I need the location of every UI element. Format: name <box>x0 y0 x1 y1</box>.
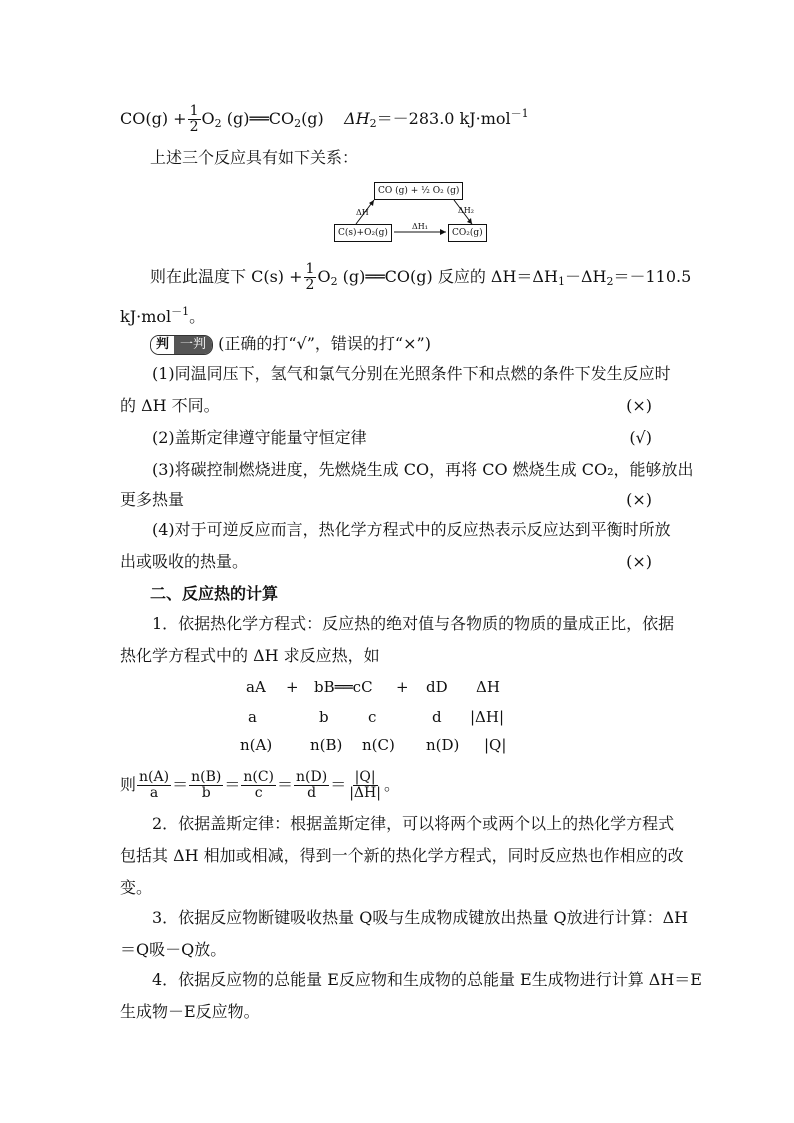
diagram-left-box: C(s)+O₂(g) <box>334 224 392 242</box>
diagram-label-dh: ΔH <box>356 208 369 217</box>
ratio-equation: 则 $\frac{n(A)}{a}$ ＝ $\frac{n(B)}{b}$ ＝ $\frac{n(C)}{c}$ ＝ $\frac{n(D)}{d}$ ＝ $\frac{|Q|}{|\Delta H|}$ 。 <box>120 769 400 801</box>
diagram-label-dh2: ΔH₂ <box>458 206 474 215</box>
para-1-line-1: 1．依据热化学方程式：反应热的绝对值与各物质的物质的量成正比，依据 <box>152 614 675 633</box>
judge-item-1-line-2: 的 ΔH 不同。 <box>120 396 220 415</box>
para-3-line-1: 3．依据反应物断键吸收热量 Q吸与生成物成键放出热量 Q放进行计算：ΔH <box>152 908 689 927</box>
para-4-line-1: 4．依据反应物的总能量 E反应物和生成物的总能量 E生成物进行计算 ΔH＝E <box>152 970 702 989</box>
fraction-half: $\frac{1}{2}$ <box>305 261 315 293</box>
energy-cycle-diagram <box>334 178 490 242</box>
judge-item-4-line-1: (4)对于可逆反应而言，热化学方程式中的反应热表示反应达到平衡时所放 <box>152 520 671 539</box>
judge-item-2-line-1: (2)盖斯定律遵守能量守恒定律 <box>152 428 367 447</box>
para-3-line-2: ＝Q吸－Q放。 <box>120 940 227 959</box>
intro-text: 上述三个反应具有如下关系： <box>150 148 359 167</box>
para-1-line-2: 热化学方程式中的 ΔH 求反应热，如 <box>120 646 380 665</box>
judge-item-1-answer: (×) <box>626 396 652 415</box>
diagram-label-dh1: ΔH₁ <box>412 222 428 231</box>
equation-co-combustion: CO(g) + $\frac{1}{2}$ $O_2$ $(g)══CO_2(g)$ $\Delta H_2=-283.0$ kJ·mol$^{-1}$ <box>120 103 529 135</box>
para-2-line-3: 变。 <box>120 878 153 897</box>
judge-item-4-answer: (×) <box>626 552 652 571</box>
judge-item-3-line-1: (3)将碳控制燃烧进度，先燃烧生成 CO，再将 CO 燃烧生成 CO₂，能够放出 <box>152 460 694 479</box>
para-4-line-2: 生成物－E反应物。 <box>120 1002 260 1021</box>
para-2-line-1: 2．依据盖斯定律：根据盖斯定律，可以将两个或两个以上的热化学方程式 <box>152 814 675 833</box>
conclusion-line-2: kJ·mol$^{-1}$。 <box>120 305 206 326</box>
fraction-half: $\frac{1}{2}$ <box>189 103 199 135</box>
table-row: a b c d |ΔH| <box>248 708 505 726</box>
judge-instruction: (正确的打“√”，错误的打“×”) <box>218 334 431 353</box>
judge-header <box>150 334 431 355</box>
judge-item-2-answer: (√) <box>629 428 652 447</box>
table-row: n(A) n(B) n(C) n(D) |Q| <box>240 736 507 754</box>
para-2-line-2: 包括其 ΔH 相加或相减，得到一个新的热化学方程式，同时反应热也作相应的改 <box>120 846 684 865</box>
section-2-title: 二、反应热的计算 <box>150 584 279 603</box>
judge-item-3-answer: (×) <box>626 490 652 509</box>
judge-item-1-line-1: (1)同温同压下，氢气和氯气分别在光照条件下和点燃的条件下发生反应时 <box>152 364 671 383</box>
conclusion-line-1: 则在此温度下 C(s) + $\frac{1}{2}$ $O_2$ (g)══CO(g) 反应的 $\Delta H=\Delta H_1-\Delta H_2=-110.5$ <box>150 261 692 293</box>
judge-badge: 判 一判 <box>150 335 213 355</box>
diagram-right-box: CO₂(g) <box>448 224 487 242</box>
table-row: aA + bB══cC + dD ΔH <box>246 678 500 696</box>
diagram-top-box: CO (g) + ½ O₂ (g) <box>374 182 463 200</box>
judge-item-4-line-2: 出或吸收的热量。 <box>120 552 249 571</box>
judge-item-3-line-2: 更多热量 <box>120 490 185 509</box>
